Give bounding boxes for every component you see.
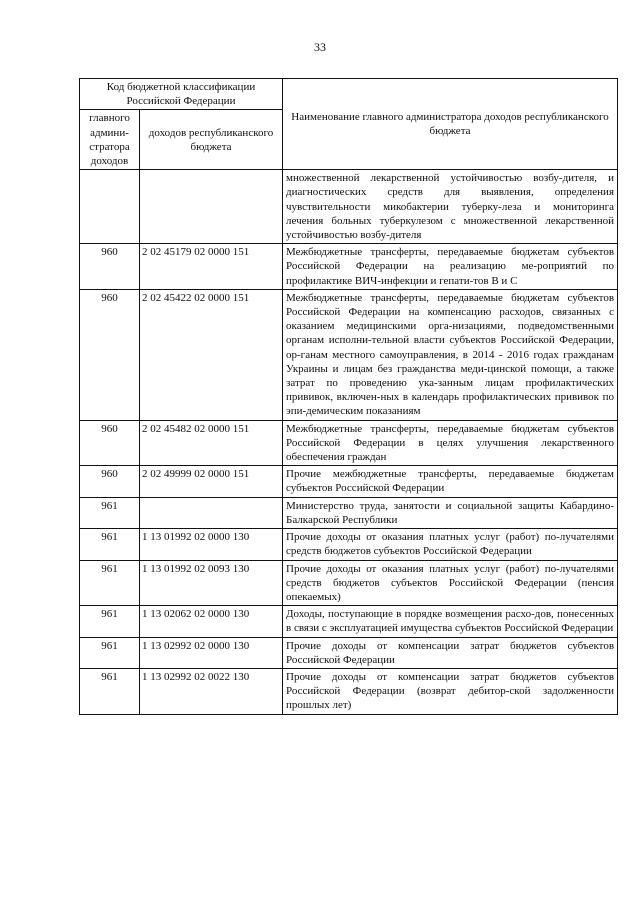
table-row [80, 420, 618, 466]
income-name-cell: Прочие доходы от компенсации затрат бюджетов субъектов Российской Федерации [283, 637, 618, 668]
administrator-code-cell: 960 [80, 244, 140, 290]
table-row [80, 529, 618, 560]
budget-code-cell: 1 13 02992 02 0022 130 [140, 668, 283, 714]
income-name-cell: множественной лекарственной устойчивостью возбу-дителя, и диагностических средств для выявления, определения чувствительности микобактерии туберку-леза и мониторинга лечения больных туберкулезом с множественной лекарственной устойчивостью возбу-дителя [283, 170, 618, 244]
budget-code-cell: 2 02 49999 02 0000 151 [140, 466, 283, 497]
income-name-cell: Прочие доходы от оказания платных услуг (работ) по-лучателями средств бюджетов субъектов Российской Федерации [283, 529, 618, 560]
administrator-code-cell: 961 [80, 637, 140, 668]
administrator-code-cell [80, 170, 140, 244]
table-row [80, 668, 618, 714]
table-row [80, 637, 618, 668]
budget-code-cell: 2 02 45482 02 0000 151 [140, 420, 283, 466]
page-number: 33 [314, 40, 326, 54]
budget-code-cell: 1 13 02062 02 0000 130 [140, 606, 283, 637]
income-name-cell: Прочие межбюджетные трансферты, передаваемые бюджетам субъектов Российской Федерации [283, 466, 618, 497]
budget-code-cell [140, 170, 283, 244]
header-republican-budget-income: доходов республиканского бюджета [140, 110, 283, 170]
table-row [80, 497, 618, 528]
budget-code-cell: 2 02 45422 02 0000 151 [140, 289, 283, 420]
budget-code-cell: 1 13 01992 02 0000 130 [140, 529, 283, 560]
table-row [80, 244, 618, 290]
header-main-administrator: главного админи-стратора доходов [80, 110, 140, 170]
budget-code-cell [140, 497, 283, 528]
budget-code-cell: 2 02 45179 02 0000 151 [140, 244, 283, 290]
administrator-code-cell: 961 [80, 606, 140, 637]
budget-code-cell: 1 13 01992 02 0093 130 [140, 560, 283, 606]
budget-classification-table [79, 78, 618, 715]
income-name-cell: Прочие доходы от компенсации затрат бюджетов субъектов Российской Федерации (возврат дебитор-ской задолженности прошлых лет) [283, 668, 618, 714]
administrator-code-cell: 960 [80, 466, 140, 497]
table-row [80, 606, 618, 637]
header-row-group [80, 79, 618, 110]
administrator-code-cell: 961 [80, 668, 140, 714]
administrator-code-cell: 960 [80, 420, 140, 466]
table-row [80, 560, 618, 606]
income-name-cell: Министерство труда, занятости и социальной защиты Кабардино-Балкарской Республики [283, 497, 618, 528]
administrator-code-cell: 961 [80, 529, 140, 560]
income-name-cell: Межбюджетные трансферты, передаваемые бюджетам субъектов Российской Федерации на реализацию ме-роприятий по профилактике ВИЧ-инфекции и гепати-тов B и C [283, 244, 618, 290]
table-row [80, 289, 618, 420]
income-name-cell: Межбюджетные трансферты, передаваемые бюджетам субъектов Российской Федерации в целях улучшения лекарственного обеспечения граждан [283, 420, 618, 466]
table-row [80, 170, 618, 244]
income-name-cell: Доходы, поступающие в порядке возмещения расхо-дов, понесенных в связи с эксплуатацией имущества субъектов Российской Федерации [283, 606, 618, 637]
income-name-cell: Прочие доходы от оказания платных услуг (работ) по-лучателями средств бюджетов субъектов Российской Федерации (пенсия опекаемых) [283, 560, 618, 606]
income-name-cell: Межбюджетные трансферты, передаваемые бюджетам субъектов Российской Федерации на компенсацию расходов, связанных с оказанием медицинскими орга-низациями, подведомственными органам исполни-тельной власти субъектов Российской Федерации, ор-ганам местного самоуправления, в 2014 - 2016 годах гражданам Украины и лицам без гражданства меди-цинской помощи, а также затрат по проведению ука-занным лицам профилактических прививок, включен-ных в календарь профилактических прививок по эпи-демическим показаниям [283, 289, 618, 420]
administrator-code-cell: 961 [80, 560, 140, 606]
header-classification-code: Код бюджетной классификации Российской Федерации [80, 79, 283, 110]
administrator-code-cell: 960 [80, 289, 140, 420]
administrator-code-cell: 961 [80, 497, 140, 528]
table-body [80, 170, 618, 714]
table-row [80, 466, 618, 497]
header-administrator-name: Наименование главного администратора доходов республиканского бюджета [283, 79, 618, 170]
budget-code-cell: 1 13 02992 02 0000 130 [140, 637, 283, 668]
